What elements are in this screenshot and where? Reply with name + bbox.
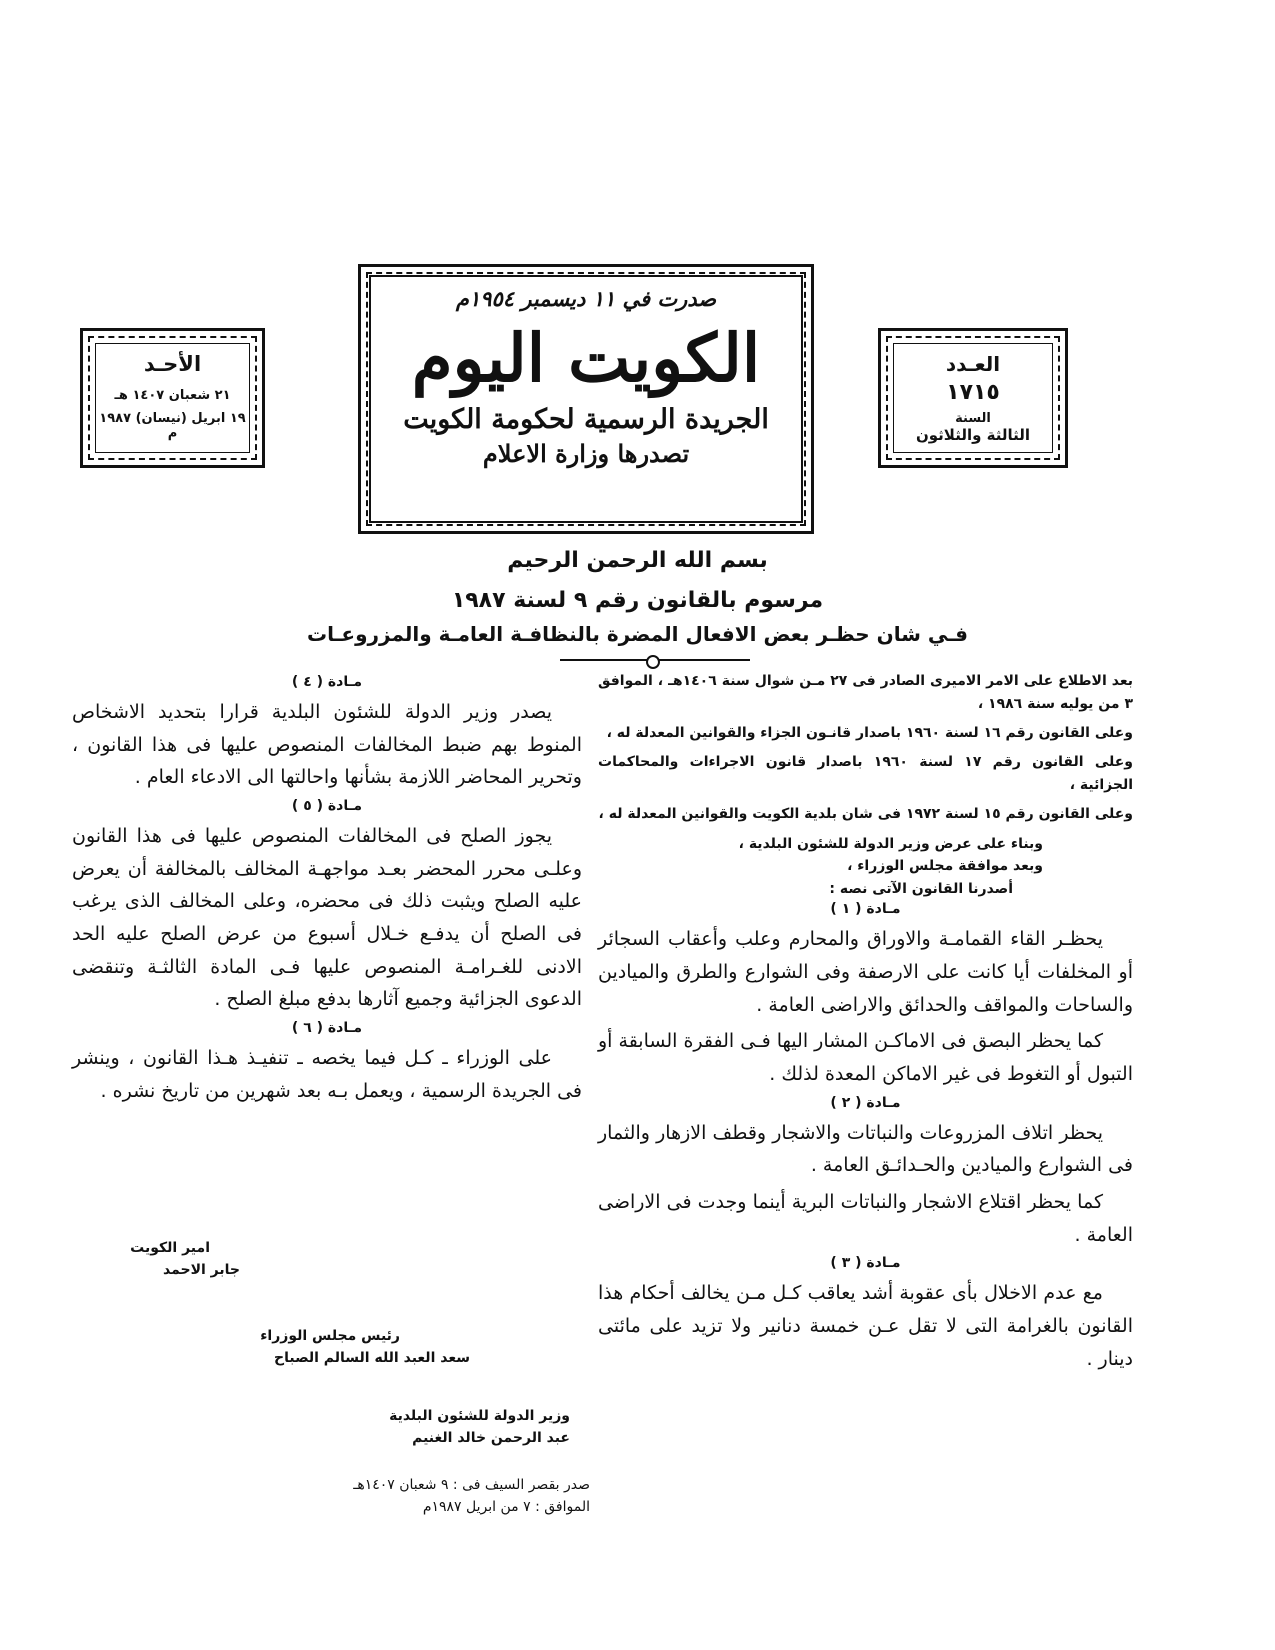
article-title: مـادة ( ٥ ) [291,798,363,815]
preamble-paragraph: بعد الاطلاع على الامر الاميرى الصادر فى ٢٧ مـن شوال سنة ١٤٠٦هـ ، الموافق ٣ من يوليه سنة ١٩٨٦ ، [598,673,1133,713]
decree-subject: فـي شان حظـر بعض الافعال المضرة بالنظافـة العامـة والمزروعـات [306,622,969,646]
promulgation-line: أصدرنا القانون الآتى نصه : [829,881,1013,898]
article-paragraph: يحظـر القاء القمامـة والاوراق والمحارم وعلب وأعقاب السجائر أو المخلفات أيا كانت على الارصفة وفى الشوارع والطرق والميادين والساحات والمواقف والحدائق والاراضى العامة . [598,928,1133,1016]
article-paragraph: يحظر اتلاف المزروعات والنباتات والاشجار وقطف الازهار والثمار فى الشوارع والميادين والحـدائـق العامة . [598,1121,1133,1177]
basmala: بسم الله الرحمن الرحيم [507,548,768,573]
article-paragraph: كما يحظر اقتلاع الاشجار والنباتات البرية أينما وجدت فى الاراضى العامة . [598,1191,1133,1246]
signatory-title: وزير الدولة للشئون البلدية [389,1408,570,1424]
signatory-name: جابر الاحمد [163,1261,240,1278]
signature-block-prime-minister [210,1326,470,1369]
article-title: مـادة ( ٣ ) [830,1255,901,1272]
signatory-name: سعد العبد الله السالم الصباح [274,1349,470,1366]
year-label: السنة [955,411,991,426]
newspaper-logo: الكويت اليوم [411,319,761,397]
consideration-line: وبناء على عرض وزير الدولة للشئون البلدية ، [738,835,1043,852]
year-value: الثالثة والثلاثون [915,426,1031,444]
article-title: مـادة ( ٤ ) [291,674,363,690]
article-title: مـادة ( ٦ ) [291,1020,363,1037]
signatory-title: امير الكويت [130,1240,210,1256]
signature-block-minister [300,1406,570,1449]
article-paragraph: يصدر وزير الدولة للشئون البلدية قرارا بتحديد الاشخاص المنوط بهم ضبط المخالفات المنصوص عليها فى هذا القانون ، وتحرير المحاضر اللازمة بشأنها واحالتها الى الادعاء العام . [72,701,582,789]
preamble-paragraph: وعلى القانون رقم ١٦ لسنة ١٩٦٠ باصدار قانـون الجزاء والقوانين المعدلة له ، [606,725,1133,742]
hijri-date: ٢١ شعبان ١٤٠٧ هـ [114,387,231,403]
article-paragraph: يجوز الصلح فى المخالفات المنصوص عليها فى هذا القانون وعلـى محرر المحضر بعـد مواجهـة المخالف بالمخالفة أن يعرض عليه الصلح ويثبت ذلك فى محضره، وعلى المخالف الذى يرغب فى الصلح أن يدفـع خـلال أسبوع من عرض الصلح عليه الحد الادنى للغـرامـة المنصوص عليها فـى المادة الثالثـة وتنقضى الدعوى الجزائية وجميع آثارها بدفع مبلغ الصلح . [72,825,582,1011]
article-paragraph: كما يحظر البصق فى الاماكـن المشار اليها فـى الفقرة السابقة أو التبول أو التغوط فى غير الاماكن المعدة لذلك . [598,1030,1133,1086]
issuance-note [230,1474,590,1519]
publisher-line: تصدرها وزارة الاعلام [482,438,690,468]
preamble-paragraph: وعلى القانون رقم ١٥ لسنة ١٩٧٢ فى شان بلدية الكويت والقوانين المعدلة له ، [598,806,1133,823]
article-paragraph: مع عدم الاخلال بأى عقوبة أشد يعاقب كـل مـن يخالف أحكام هذا القانون بالغرامة التى لا تقل عـن خمسة دنانير ولا تزيد على مائتى دينار . [598,1282,1133,1370]
ornamental-divider [560,659,750,661]
right-column [598,670,1133,1379]
issue-label: العـدد [945,352,1001,376]
preamble-paragraph: وعلى القانون رقم ١٧ لسنة ١٩٦٠ باصدار قانون الاجراءات والمحاكمات الجزائية ، [598,754,1133,794]
date-box [80,328,265,468]
consideration-line: وبعد موافقة مجلس الوزراء ، [847,857,1043,874]
left-column [72,670,582,1111]
decree-title: مرسوم بالقانون رقم ٩ لسنة ١٩٨٧ [451,588,824,613]
masthead [358,264,814,534]
weekday: الأحـد [143,351,202,376]
article-title: مـادة ( ١ ) [830,901,901,918]
issue-number: ١٧١٥ [946,380,1000,405]
issue-box [878,328,1068,468]
article-title: مـادة ( ٢ ) [830,1094,901,1111]
issuance-place-date: صدر بقصر السيف فى : ٩ شعبان ١٤٠٧هـ [353,1477,590,1493]
article-paragraph: على الوزراء ـ كـل فيما يخصه ـ تنفيـذ هـذا القانون ، وينشر فى الجريدة الرسمية ، ويعمل بـه بعد شهرين من تاريخ نشره . [72,1047,582,1102]
signature-block-emir [100,1238,240,1281]
founded-line: صدرت في ١١ ديسمبر ١٩٥٤م [455,287,717,311]
issuance-corresponding-date: الموافق : ٧ من ابريل ١٩٨٧م [422,1499,590,1516]
gazette-subtitle: الجريدة الرسمية لحكومة الكويت [403,403,769,435]
gregorian-date: ١٩ ابريل (نيسان) ١٩٨٧ م [99,410,246,441]
signatory-title: رئيس مجلس الوزراء [260,1328,400,1344]
signatory-name: عبد الرحمن خالد الغنيم [412,1429,570,1446]
